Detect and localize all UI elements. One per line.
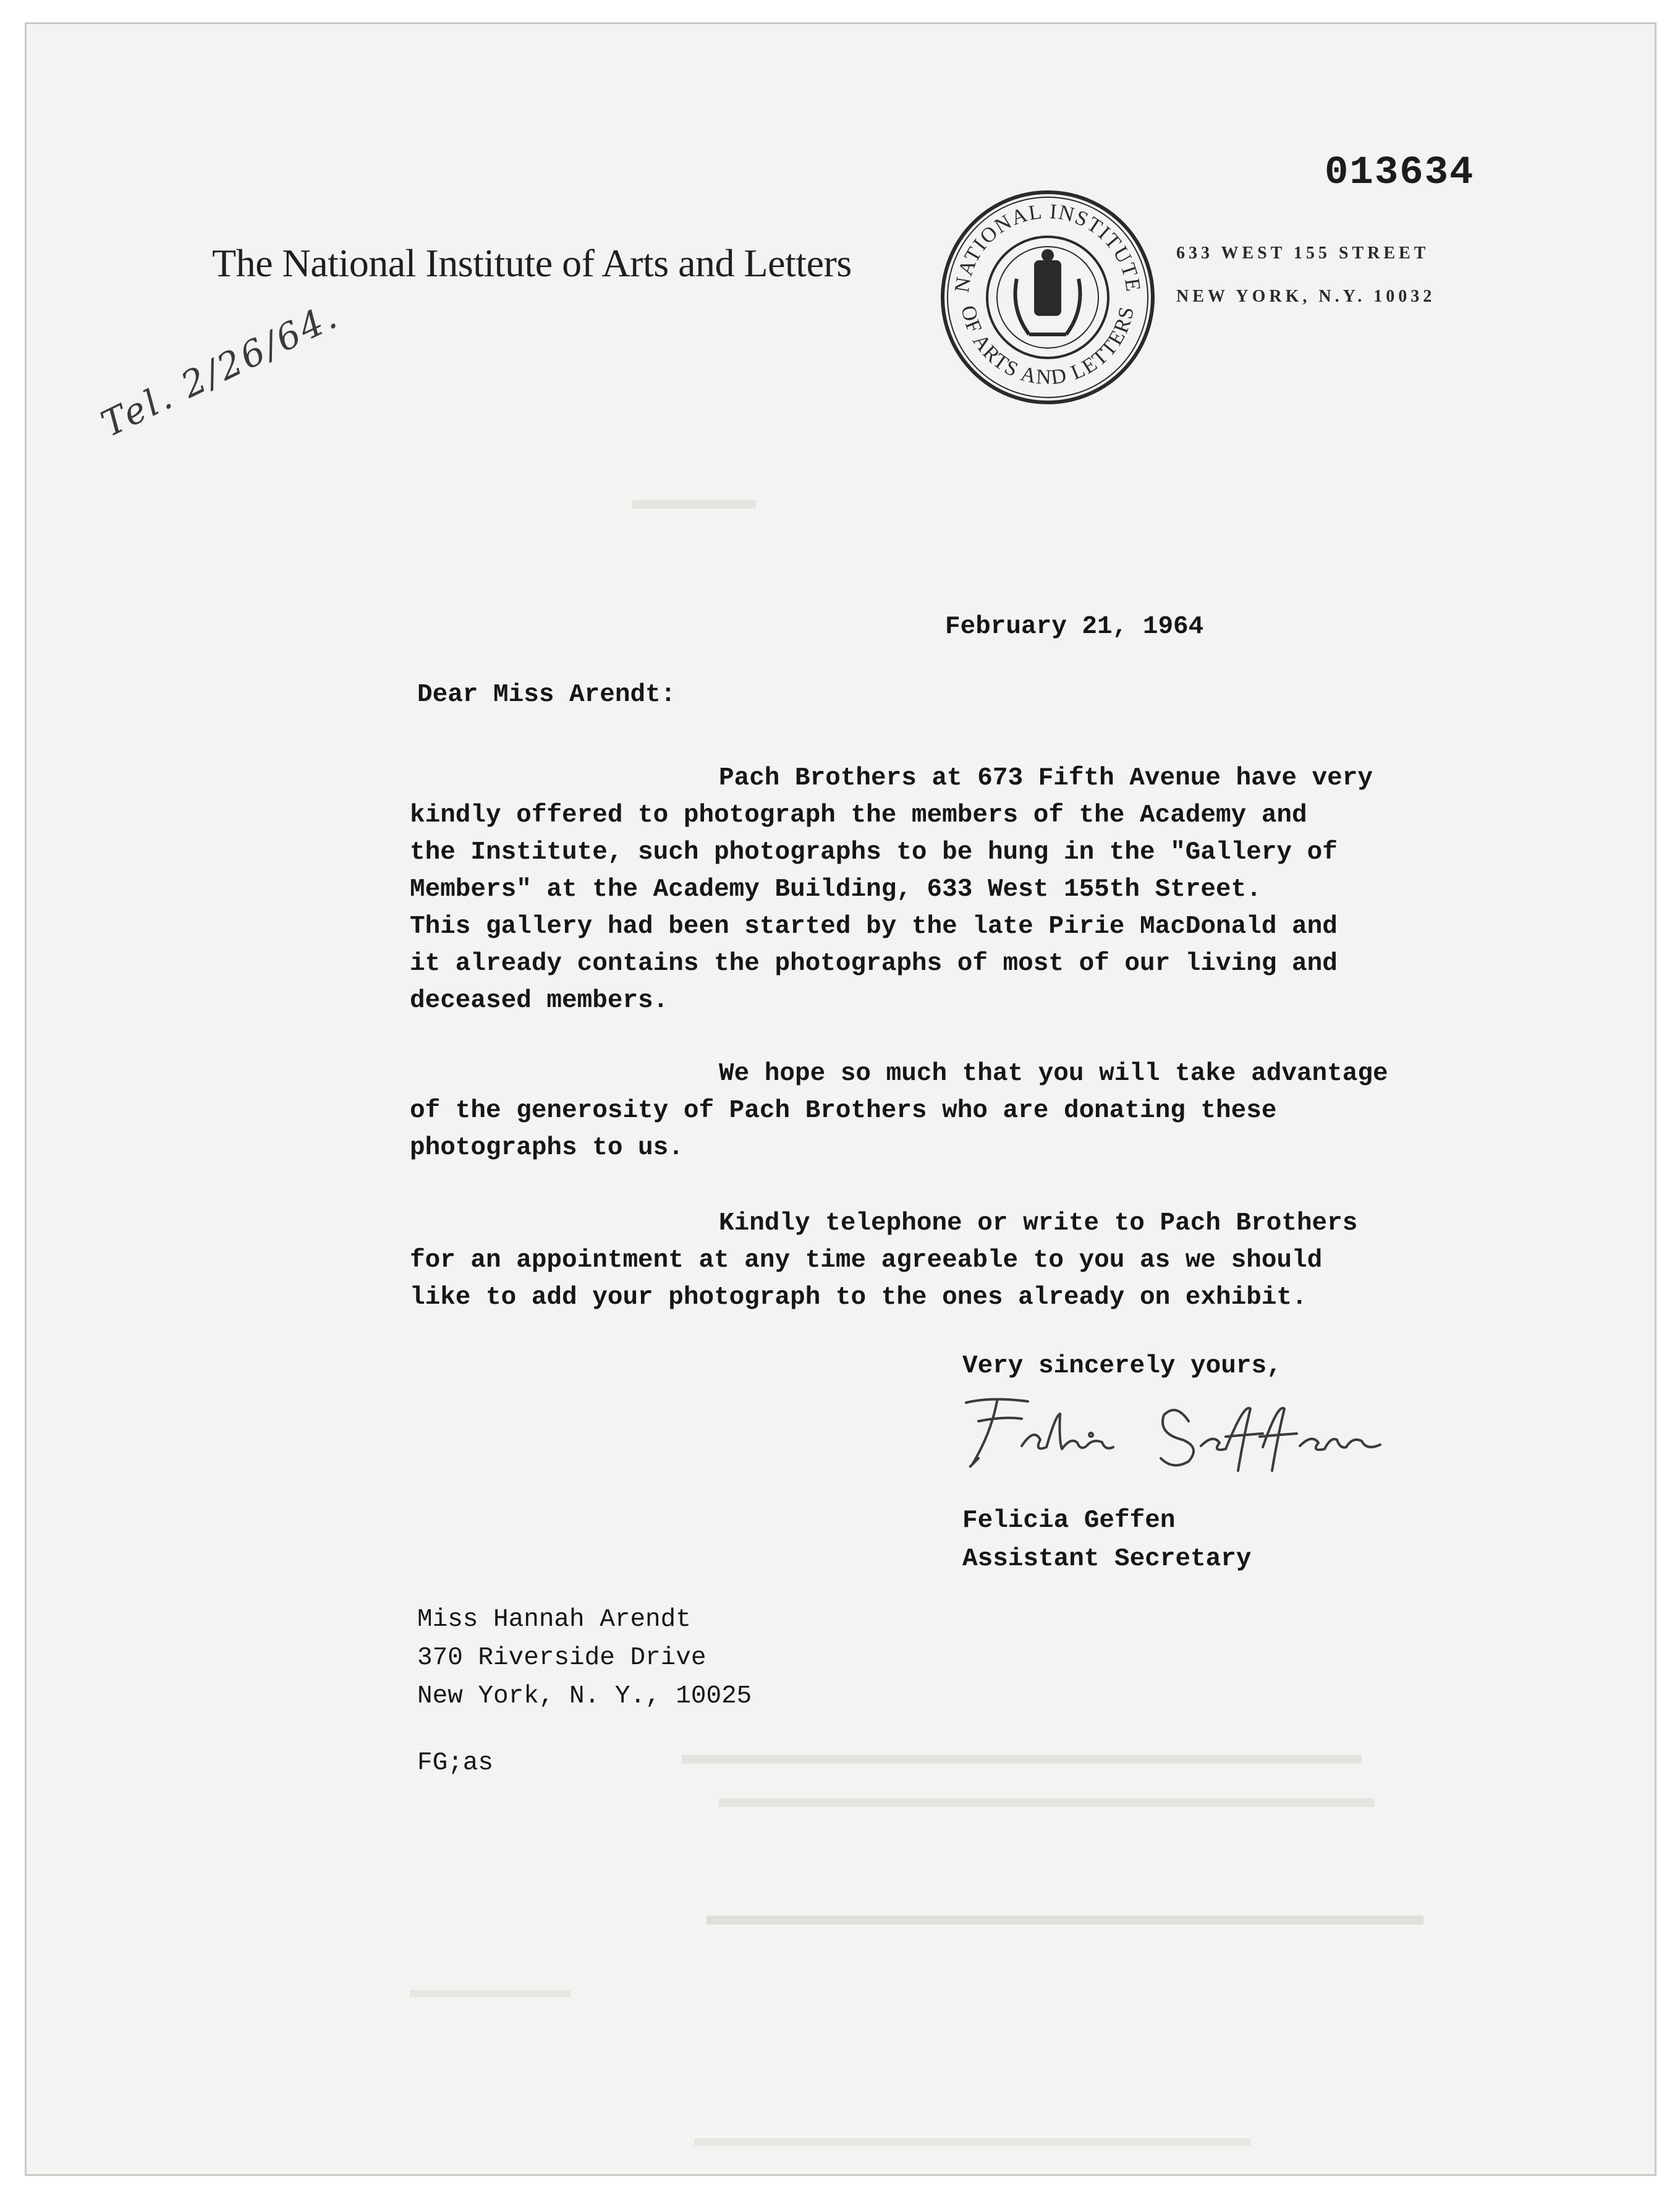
institute-seal-icon [936, 186, 1159, 409]
address-line-2: NEW YORK, N.Y. 10032 [1176, 287, 1436, 306]
recipient-city: New York, N. Y., 10025 [417, 1682, 752, 1710]
seal-text-bottom: OF ARTS AND LETTERS [956, 304, 1139, 389]
signer-title: Assistant Secretary [962, 1545, 1252, 1573]
paragraph-line: it already contains the photographs of most of our living and [410, 950, 1338, 978]
paragraph-line: the Institute, such photographs to be hung in the "Gallery of [410, 838, 1338, 867]
recipient-address [417, 1600, 752, 1715]
paragraph-line: kindly offered to photograph the members of the Academy and [410, 801, 1307, 830]
paragraph-line: for an appointment at any time agreeable to you as we should [410, 1246, 1323, 1275]
recipient-name: Miss Hannah Arendt [417, 1605, 691, 1634]
paragraph-line: Members" at the Academy Building, 633 West 155th Street. [410, 875, 1262, 904]
signer-name: Felicia Geffen [962, 1506, 1176, 1535]
svg-text:OF ARTS AND LETTERS [956, 304, 1139, 389]
paragraph-line: of the generosity of Pach Brothers who are donating these [410, 1097, 1277, 1125]
salutation: Dear Miss Arendt: [417, 681, 676, 709]
body-paragraph-1 [410, 760, 1373, 1019]
paragraph-line: We hope so much that you will take advantage [719, 1060, 1388, 1088]
handwritten-signature [954, 1378, 1423, 1477]
handwritten-note: Tel. 2/26/64. [95, 294, 346, 446]
letter-sheet [25, 22, 1657, 2176]
body-paragraph-2 [410, 1055, 1388, 1166]
closing: Very sincerely yours, [962, 1352, 1282, 1380]
paragraph-line: deceased members. [410, 987, 669, 1015]
paragraph-line: Kindly telephone or write to Pach Brothers [719, 1209, 1358, 1238]
document-number: 013634 [1325, 151, 1475, 195]
paragraph-line: Pach Brothers at 673 Fifth Avenue have very [719, 764, 1373, 793]
recipient-street: 370 Riverside Drive [417, 1644, 706, 1672]
paragraph-line: photographs to us. [410, 1134, 684, 1162]
letter-date: February 21, 1964 [945, 613, 1204, 641]
body-paragraph-3 [410, 1205, 1357, 1316]
institution-name: The National Institute of Arts and Letters [212, 241, 852, 285]
address-line-1: 633 WEST 155 STREET [1176, 244, 1430, 263]
paragraph-line: This gallery had been started by the late Pirie MacDonald and [410, 912, 1338, 941]
paragraph-line: like to add your photograph to the ones already on exhibit. [410, 1283, 1307, 1312]
signer-block [962, 1502, 1251, 1578]
seal-text-top: NATIONAL INSTITUTE [950, 200, 1145, 294]
typist-initials: FG;as [417, 1749, 494, 1777]
